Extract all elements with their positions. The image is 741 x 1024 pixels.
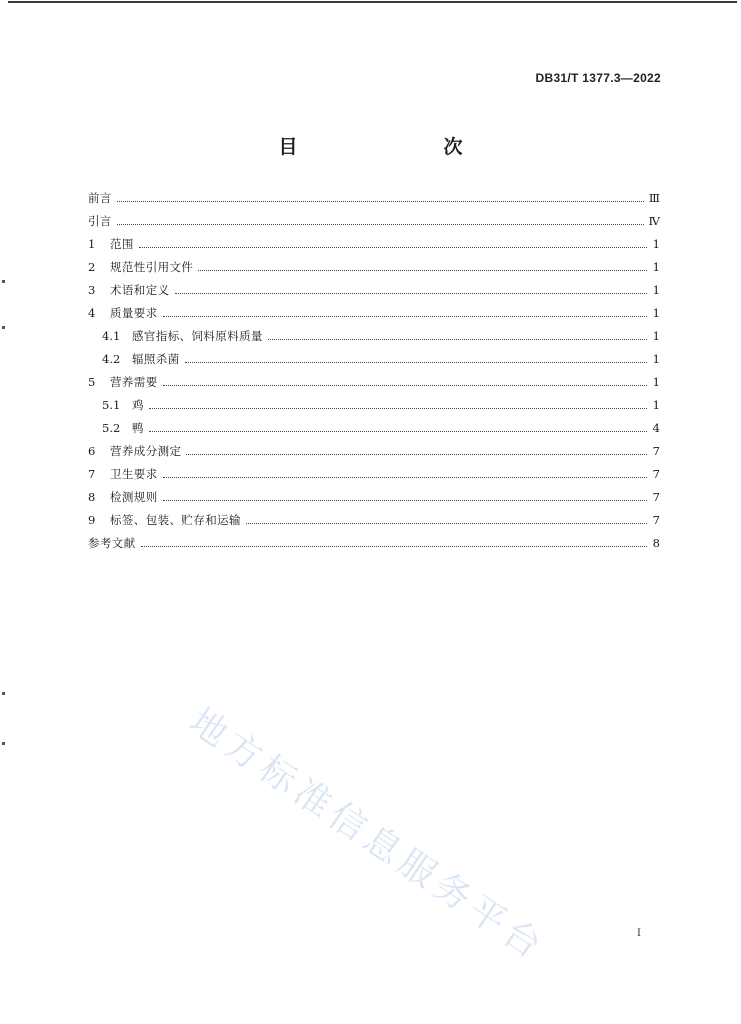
toc-entry-number: 6 bbox=[88, 444, 96, 458]
toc-entry-number: 7 bbox=[88, 467, 96, 481]
toc-entry[interactable] bbox=[88, 190, 660, 213]
toc-dot-leader bbox=[141, 546, 647, 547]
toc-entry-label: 鸡 bbox=[132, 398, 144, 412]
toc-entry-label: 卫生要求 bbox=[110, 467, 158, 481]
toc-entry-number: 8 bbox=[88, 490, 96, 504]
toc-entry-label: 标签、包装、贮存和运输 bbox=[110, 513, 241, 527]
toc-dot-leader bbox=[268, 339, 647, 340]
scan-margin-mark bbox=[2, 742, 5, 745]
toc-dot-leader bbox=[246, 523, 647, 524]
toc-entry-label: 质量要求 bbox=[110, 306, 158, 320]
toc-entry[interactable] bbox=[88, 443, 660, 466]
toc-entry[interactable] bbox=[88, 328, 660, 351]
page-top-border bbox=[8, 1, 737, 3]
toc-dot-leader bbox=[198, 270, 647, 271]
toc-entry-page: 1 bbox=[652, 329, 660, 343]
toc-entry-number: 4.2 bbox=[102, 352, 121, 366]
toc-dot-leader bbox=[149, 431, 647, 432]
toc-entry-page: 7 bbox=[652, 490, 660, 504]
toc-entry-number: 4 bbox=[88, 306, 96, 320]
toc-entry-page: 1 bbox=[652, 260, 660, 274]
toc-entry-page: 1 bbox=[652, 352, 660, 366]
toc-entry-number: 5.1 bbox=[102, 398, 121, 412]
toc-entry-label: 辐照杀菌 bbox=[132, 352, 180, 366]
toc-entry-page: 1 bbox=[652, 237, 660, 251]
toc-entry-number: 9 bbox=[88, 513, 96, 527]
toc-entry[interactable] bbox=[88, 489, 660, 512]
toc-entry-page: 1 bbox=[652, 398, 660, 412]
toc-entry-label: 引言 bbox=[88, 214, 112, 228]
table-of-contents bbox=[88, 190, 660, 558]
toc-entry-page: Ⅲ bbox=[648, 191, 660, 205]
toc-dot-leader bbox=[117, 201, 644, 202]
toc-entry-label: 鸭 bbox=[132, 421, 144, 435]
toc-entry[interactable] bbox=[88, 466, 660, 489]
toc-dot-leader bbox=[163, 316, 647, 317]
toc-entry[interactable] bbox=[88, 236, 660, 259]
toc-dot-leader bbox=[185, 362, 647, 363]
toc-dot-leader bbox=[163, 477, 647, 478]
scan-margin-mark bbox=[2, 326, 5, 329]
toc-entry-page: 4 bbox=[652, 421, 660, 435]
toc-dot-leader bbox=[139, 247, 647, 248]
toc-entry-page: Ⅳ bbox=[648, 214, 660, 228]
toc-dot-leader bbox=[117, 224, 644, 225]
toc-entry[interactable] bbox=[88, 397, 660, 420]
toc-entry[interactable] bbox=[88, 535, 660, 558]
standard-number: DB31/T 1377.3—2022 bbox=[535, 71, 661, 85]
toc-entry-number: 4.1 bbox=[102, 329, 121, 343]
toc-entry-page: 7 bbox=[652, 444, 660, 458]
toc-entry-page: 8 bbox=[652, 536, 660, 550]
toc-entry-page: 7 bbox=[652, 513, 660, 527]
toc-dot-leader bbox=[163, 385, 647, 386]
toc-entry-number: 3 bbox=[88, 283, 96, 297]
toc-entry[interactable] bbox=[88, 512, 660, 535]
toc-entry-label: 参考文献 bbox=[88, 536, 136, 550]
toc-entry-label: 规范性引用文件 bbox=[110, 260, 194, 274]
toc-dot-leader bbox=[175, 293, 648, 294]
toc-entry-label: 术语和定义 bbox=[110, 283, 170, 297]
toc-entry-label: 营养需要 bbox=[110, 375, 158, 389]
toc-entry[interactable] bbox=[88, 282, 660, 305]
toc-entry-number: 2 bbox=[88, 260, 96, 274]
toc-entry-label: 感官指标、饲料原料质量 bbox=[132, 329, 263, 343]
toc-entry-label: 营养成分测定 bbox=[110, 444, 182, 458]
footer-page-number: I bbox=[637, 928, 641, 939]
toc-entry-label: 检测规则 bbox=[110, 490, 158, 504]
toc-entry[interactable] bbox=[88, 259, 660, 282]
toc-entry-page: 1 bbox=[652, 306, 660, 320]
toc-entry-page: 1 bbox=[652, 283, 660, 297]
toc-entry-label: 前言 bbox=[88, 191, 112, 205]
toc-entry-number: 5 bbox=[88, 375, 96, 389]
scan-margin-mark bbox=[2, 280, 5, 283]
page-title: 目 次 bbox=[278, 136, 499, 158]
toc-entry-label: 范围 bbox=[110, 237, 134, 251]
toc-entry-number: 5.2 bbox=[102, 421, 121, 435]
watermark: 地方标准信息服务平台 bbox=[181, 700, 553, 970]
toc-dot-leader bbox=[163, 500, 647, 501]
toc-entry[interactable] bbox=[88, 305, 660, 328]
toc-entry[interactable] bbox=[88, 351, 660, 374]
toc-dot-leader bbox=[186, 454, 647, 455]
toc-dot-leader bbox=[149, 408, 647, 409]
toc-entry[interactable] bbox=[88, 420, 660, 443]
toc-entry-page: 7 bbox=[652, 467, 660, 481]
toc-entry-number: 1 bbox=[88, 237, 96, 251]
toc-entry[interactable] bbox=[88, 213, 660, 236]
toc-entry[interactable] bbox=[88, 374, 660, 397]
scan-margin-mark bbox=[2, 692, 5, 695]
toc-entry-page: 1 bbox=[652, 375, 660, 389]
